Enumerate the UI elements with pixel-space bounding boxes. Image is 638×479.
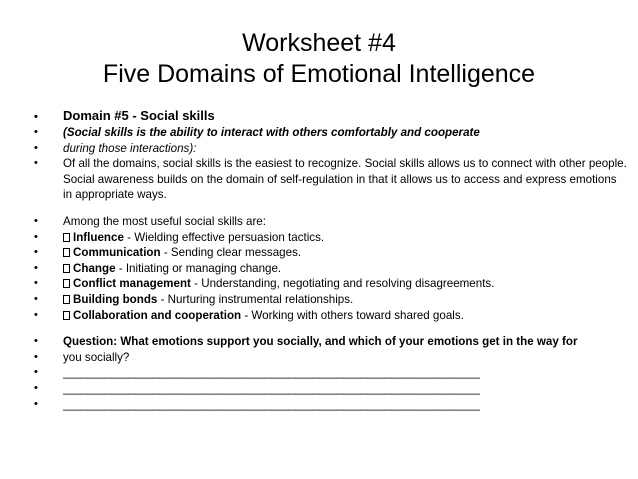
definition-line-2: during those interactions): [63, 141, 197, 155]
bullet-icon: • [34, 308, 38, 321]
skill-item [0, 245, 638, 261]
skill-name: Collaboration and cooperation [73, 308, 242, 322]
bullet-icon: • [34, 111, 38, 123]
definition-item-2 [0, 141, 638, 157]
question-line-1: Question: What emotions support you socially, and which of your emotions get in the way for [63, 335, 578, 349]
skill-name: Conflict management [73, 277, 191, 291]
bullet-icon: • [34, 246, 38, 259]
skill-item [0, 308, 638, 324]
description-text: Of all the domains, social skills is the easiest to recognize. Social skills allows us to connect with other people. Social awareness builds on the domain of self-regulation in that it allows us to access and express emotions in appropriate ways. [63, 157, 627, 202]
skill-desc: - Understanding, negotiating and resolving disagreements. [190, 277, 495, 291]
answer-line-item [0, 365, 638, 381]
bullet-icon: • [34, 350, 38, 363]
list-intro-item [0, 214, 638, 230]
bullet-icon: • [34, 214, 38, 227]
list-intro-text: Among the most useful social skills are: [63, 214, 266, 228]
checkbox-icon [63, 279, 70, 288]
domain-heading: Domain #5 - Social skills [63, 108, 215, 123]
bullet-list [0, 107, 638, 412]
skill-desc: - Initiating or managing change. [115, 261, 282, 275]
bullet-icon: • [34, 292, 38, 305]
checkbox-icon [63, 248, 70, 257]
checkbox-icon [63, 264, 70, 273]
bullet-icon: • [34, 141, 38, 154]
question-line-2: you socially? [63, 350, 130, 364]
checkbox-icon [63, 295, 70, 304]
bullet-icon: • [34, 335, 38, 348]
skill-item [0, 230, 638, 246]
bullet-icon: • [34, 397, 38, 410]
bullet-icon: • [34, 277, 38, 290]
answer-line-item [0, 381, 638, 397]
skill-desc: - Sending clear messages. [160, 246, 302, 260]
skill-name: Communication [73, 246, 161, 260]
definition-item-1 [0, 125, 638, 141]
skill-item [0, 292, 638, 308]
title-line-1: Worksheet #4 [242, 29, 396, 57]
bullet-icon: • [34, 230, 38, 243]
skill-desc: - Wielding effective persuasion tactics. [123, 230, 325, 244]
skill-desc: - Working with others toward shared goals. [241, 308, 464, 322]
bullet-icon: • [34, 126, 38, 138]
slide-title [0, 28, 638, 90]
definition-line-1: (Social skills is the ability to interact with others comfortably and cooperate [63, 126, 480, 139]
answer-line[interactable]: ______________________________________________________________________ [63, 381, 480, 395]
skill-item [0, 261, 638, 277]
bullet-icon: • [34, 381, 38, 394]
skill-item [0, 276, 638, 292]
skill-name: Building bonds [73, 292, 158, 306]
skill-name: Influence [73, 230, 124, 244]
bullet-icon: • [34, 157, 38, 170]
question-item-2 [0, 350, 638, 366]
skill-name: Change [73, 261, 116, 275]
answer-line[interactable]: ______________________________________________________________________ [63, 366, 480, 380]
checkbox-icon [63, 311, 70, 320]
checkbox-icon [63, 233, 70, 242]
question-item-1 [0, 334, 638, 350]
description-item [0, 156, 638, 203]
answer-line[interactable]: ______________________________________________________________________ [63, 397, 480, 411]
domain-heading-item [0, 107, 638, 125]
bullet-icon: • [34, 261, 38, 274]
answer-line-item [0, 397, 638, 413]
title-line-2: Five Domains of Emotional Intelligence [102, 60, 536, 88]
skill-desc: - Nurturing instrumental relationships. [157, 292, 354, 306]
bullet-icon: • [34, 366, 38, 379]
